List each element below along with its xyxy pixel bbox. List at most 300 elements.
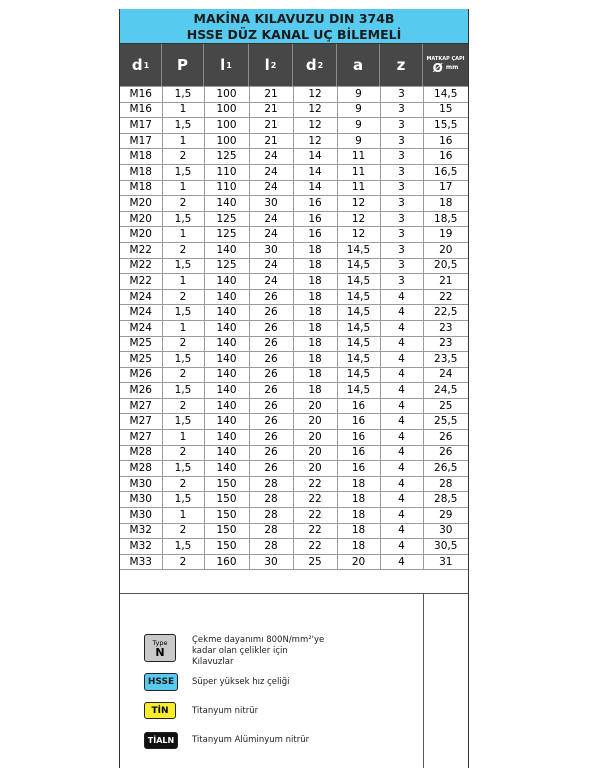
cell-z: 3 [380, 227, 423, 243]
cell-l1: 140 [204, 320, 249, 336]
title-line-1: MAKİNA KILAVUZU DIN 374B [193, 11, 395, 26]
table-row [120, 430, 468, 446]
cell-l2: 28 [249, 508, 293, 524]
cell-drill-diameter: 23,5 [423, 352, 468, 368]
cell-l1: 100 [204, 133, 249, 149]
cell-p: 1,5 [162, 211, 204, 227]
cell-drill-diameter: 26 [423, 445, 468, 461]
cell-drill-diameter: 18,5 [423, 211, 468, 227]
cell-d1: M26 [120, 367, 162, 383]
cell-z: 4 [380, 398, 423, 414]
cell-d2: 25 [293, 554, 337, 570]
cell-z: 3 [380, 87, 423, 103]
cell-d1: M17 [120, 118, 162, 134]
cell-drill-diameter: 28 [423, 476, 468, 492]
cell-a: 14,5 [337, 336, 380, 352]
cell-a: 18 [337, 523, 380, 539]
cell-d2: 18 [293, 258, 337, 274]
cell-z: 3 [380, 164, 423, 180]
cell-drill-diameter: 20,5 [423, 258, 468, 274]
cell-a: 9 [337, 87, 380, 103]
cell-a: 16 [337, 461, 380, 477]
cell-a: 12 [337, 227, 380, 243]
cell-p: 2 [162, 336, 204, 352]
table-row [120, 414, 468, 430]
cell-l1: 110 [204, 180, 249, 196]
cell-z: 4 [380, 492, 423, 508]
header-p: P [162, 44, 204, 86]
table-row [120, 320, 468, 336]
cell-z: 3 [380, 118, 423, 134]
cell-p: 1 [162, 430, 204, 446]
cell-z: 4 [380, 430, 423, 446]
cell-l1: 125 [204, 258, 249, 274]
title-line-2: HSSE DÜZ KANAL UÇ BİLEMELİ [186, 27, 402, 42]
header-a: a [337, 44, 380, 86]
cell-z: 3 [380, 180, 423, 196]
tin-badge: TİN [144, 702, 176, 719]
cell-l1: 150 [204, 508, 249, 524]
cell-l2: 28 [249, 492, 293, 508]
cell-z: 3 [380, 196, 423, 212]
cell-l2: 26 [249, 414, 293, 430]
cell-d2: 20 [293, 430, 337, 446]
cell-l1: 100 [204, 118, 249, 134]
cell-d2: 16 [293, 227, 337, 243]
cell-d2: 14 [293, 149, 337, 165]
cell-l2: 24 [249, 274, 293, 290]
hsse-description: Süper yüksek hız çeliği [192, 677, 290, 687]
cell-z: 4 [380, 383, 423, 399]
cell-p: 1 [162, 102, 204, 118]
cell-l2: 30 [249, 242, 293, 258]
cell-p: 2 [162, 242, 204, 258]
cell-a: 12 [337, 196, 380, 212]
cell-l2: 26 [249, 367, 293, 383]
cell-d1: M33 [120, 554, 162, 570]
cell-l2: 26 [249, 430, 293, 446]
cell-l2: 24 [249, 164, 293, 180]
cell-d1: M18 [120, 149, 162, 165]
cell-drill-diameter: 30,5 [423, 539, 468, 555]
cell-d2: 12 [293, 102, 337, 118]
table-row [120, 461, 468, 477]
cell-p: 2 [162, 367, 204, 383]
header-z: z [380, 44, 423, 86]
cell-z: 4 [380, 352, 423, 368]
table-row [120, 289, 468, 305]
cell-drill-diameter: 24,5 [423, 383, 468, 399]
cell-d2: 18 [293, 274, 337, 290]
cell-drill-diameter: 16 [423, 133, 468, 149]
cell-drill-diameter: 14,5 [423, 87, 468, 103]
cell-d1: M16 [120, 102, 162, 118]
cell-p: 1 [162, 227, 204, 243]
cell-l2: 24 [249, 227, 293, 243]
cell-d1: M28 [120, 445, 162, 461]
cell-l1: 140 [204, 289, 249, 305]
cell-l1: 125 [204, 149, 249, 165]
cell-p: 1,5 [162, 305, 204, 321]
cell-p: 1,5 [162, 118, 204, 134]
cell-l1: 100 [204, 102, 249, 118]
diameter-icon: Ø [432, 61, 443, 75]
cell-drill-diameter: 25 [423, 398, 468, 414]
table-row [120, 445, 468, 461]
cell-d1: M30 [120, 492, 162, 508]
cell-drill-diameter: 28,5 [423, 492, 468, 508]
cell-l2: 26 [249, 398, 293, 414]
table-row [120, 352, 468, 368]
cell-a: 9 [337, 133, 380, 149]
cell-p: 1,5 [162, 87, 204, 103]
cell-drill-diameter: 19 [423, 227, 468, 243]
cell-z: 3 [380, 258, 423, 274]
cell-p: 1,5 [162, 352, 204, 368]
cell-a: 14,5 [337, 367, 380, 383]
table-row [120, 242, 468, 258]
cell-d2: 18 [293, 352, 337, 368]
cell-d1: M16 [120, 87, 162, 103]
tin-description: Titanyum nitrür [192, 706, 259, 716]
cell-drill-diameter: 25,5 [423, 414, 468, 430]
cell-d1: M24 [120, 320, 162, 336]
cell-d1: M28 [120, 461, 162, 477]
cell-a: 9 [337, 118, 380, 134]
type-n-description: Çekme dayanımı 800N/mm²'ye kadar olan çelikler için Kılavuzlar [192, 635, 325, 667]
cell-drill-diameter: 20 [423, 242, 468, 258]
cell-p: 1,5 [162, 414, 204, 430]
cell-d1: M17 [120, 133, 162, 149]
cell-d2: 18 [293, 242, 337, 258]
cell-l1: 140 [204, 242, 249, 258]
cell-l2: 26 [249, 305, 293, 321]
cell-drill-diameter: 30 [423, 523, 468, 539]
cell-z: 3 [380, 211, 423, 227]
cell-z: 4 [380, 445, 423, 461]
cell-drill-diameter: 15 [423, 102, 468, 118]
cell-l2: 21 [249, 102, 293, 118]
cell-d1: M27 [120, 414, 162, 430]
table-title [120, 9, 468, 44]
cell-d2: 16 [293, 196, 337, 212]
cell-d1: M18 [120, 164, 162, 180]
cell-l2: 26 [249, 383, 293, 399]
cell-drill-diameter: 16,5 [423, 164, 468, 180]
cell-p: 2 [162, 554, 204, 570]
table-row [120, 258, 468, 274]
hsse-badge: HSSE [144, 673, 178, 691]
table-row [120, 367, 468, 383]
header-d1: d 1 [120, 44, 162, 86]
cell-d1: M24 [120, 305, 162, 321]
cell-d2: 22 [293, 492, 337, 508]
cell-l1: 140 [204, 196, 249, 212]
cell-d1: M22 [120, 242, 162, 258]
table-row [120, 227, 468, 243]
table-row [120, 196, 468, 212]
cell-a: 11 [337, 164, 380, 180]
cell-z: 4 [380, 554, 423, 570]
cell-l2: 21 [249, 87, 293, 103]
table-row [120, 305, 468, 321]
table-row [120, 102, 468, 118]
cell-d2: 18 [293, 289, 337, 305]
type-n-badge: Type N [144, 634, 176, 662]
cell-a: 14,5 [337, 289, 380, 305]
cell-d2: 22 [293, 523, 337, 539]
cell-a: 11 [337, 180, 380, 196]
cell-drill-diameter: 21 [423, 274, 468, 290]
cell-d2: 22 [293, 539, 337, 555]
cell-d1: M27 [120, 430, 162, 446]
cell-a: 14,5 [337, 320, 380, 336]
column-header-row [120, 44, 468, 86]
spec-table-body [120, 87, 468, 570]
cell-d2: 18 [293, 305, 337, 321]
cell-a: 18 [337, 539, 380, 555]
cell-a: 14,5 [337, 274, 380, 290]
cell-drill-diameter: 29 [423, 508, 468, 524]
cell-z: 3 [380, 242, 423, 258]
cell-p: 2 [162, 196, 204, 212]
cell-d2: 18 [293, 383, 337, 399]
cell-drill-diameter: 23 [423, 320, 468, 336]
cell-drill-diameter: 26 [423, 430, 468, 446]
cell-l2: 28 [249, 476, 293, 492]
cell-p: 2 [162, 289, 204, 305]
drill-diameter-label: MATKAP ÇAPI [426, 56, 465, 62]
cell-drill-diameter: 26,5 [423, 461, 468, 477]
table-row [120, 87, 468, 103]
cell-d2: 20 [293, 398, 337, 414]
cell-l1: 150 [204, 492, 249, 508]
table-row [120, 336, 468, 352]
cell-l1: 160 [204, 554, 249, 570]
cell-z: 4 [380, 508, 423, 524]
cell-p: 1,5 [162, 492, 204, 508]
cell-a: 16 [337, 414, 380, 430]
cell-z: 4 [380, 367, 423, 383]
table-row [120, 164, 468, 180]
cell-l1: 150 [204, 539, 249, 555]
table-row [120, 539, 468, 555]
cell-p: 1 [162, 180, 204, 196]
cell-p: 1,5 [162, 383, 204, 399]
cell-l1: 140 [204, 461, 249, 477]
cell-drill-diameter: 31 [423, 554, 468, 570]
cell-drill-diameter: 22,5 [423, 305, 468, 321]
header-l2: l 2 [249, 44, 293, 86]
cell-d1: M20 [120, 211, 162, 227]
table-row [120, 476, 468, 492]
cell-p: 1 [162, 508, 204, 524]
cell-p: 1 [162, 274, 204, 290]
table-row [120, 149, 468, 165]
cell-p: 1,5 [162, 461, 204, 477]
cell-l2: 24 [249, 258, 293, 274]
cell-l2: 26 [249, 289, 293, 305]
cell-d1: M30 [120, 508, 162, 524]
cell-d2: 18 [293, 320, 337, 336]
cell-drill-diameter: 23 [423, 336, 468, 352]
cell-l1: 140 [204, 445, 249, 461]
cell-d2: 20 [293, 414, 337, 430]
cell-p: 1,5 [162, 258, 204, 274]
cell-drill-diameter: 17 [423, 180, 468, 196]
table-row [120, 398, 468, 414]
cell-a: 18 [337, 476, 380, 492]
cell-d2: 12 [293, 87, 337, 103]
cell-l2: 26 [249, 461, 293, 477]
cell-d1: M25 [120, 352, 162, 368]
cell-z: 4 [380, 289, 423, 305]
cell-z: 4 [380, 539, 423, 555]
cell-l1: 140 [204, 430, 249, 446]
header-l1: l 1 [204, 44, 249, 86]
cell-d1: M20 [120, 227, 162, 243]
cell-z: 3 [380, 102, 423, 118]
cell-drill-diameter: 24 [423, 367, 468, 383]
legend [120, 593, 423, 768]
cell-p: 2 [162, 398, 204, 414]
cell-d1: M20 [120, 196, 162, 212]
cell-z: 3 [380, 133, 423, 149]
cell-d1: M26 [120, 383, 162, 399]
cell-d1: M32 [120, 539, 162, 555]
cell-d2: 18 [293, 336, 337, 352]
cell-z: 4 [380, 414, 423, 430]
tialn-badge: TİALN [144, 732, 178, 749]
table-row [120, 554, 468, 570]
cell-a: 20 [337, 554, 380, 570]
table-row [120, 133, 468, 149]
cell-z: 4 [380, 523, 423, 539]
table-row [120, 492, 468, 508]
cell-l1: 140 [204, 336, 249, 352]
cell-d1: M25 [120, 336, 162, 352]
cell-l1: 150 [204, 523, 249, 539]
cell-l2: 24 [249, 211, 293, 227]
cell-l2: 24 [249, 180, 293, 196]
cell-l2: 21 [249, 118, 293, 134]
cell-d2: 18 [293, 367, 337, 383]
cell-d2: 22 [293, 508, 337, 524]
cell-d1: M30 [120, 476, 162, 492]
cell-z: 3 [380, 274, 423, 290]
cell-a: 14,5 [337, 383, 380, 399]
table-row [120, 180, 468, 196]
cell-d2: 16 [293, 211, 337, 227]
table-row [120, 508, 468, 524]
cell-p: 2 [162, 476, 204, 492]
cell-p: 1,5 [162, 164, 204, 180]
tap-spec-sheet [119, 9, 469, 768]
cell-l1: 150 [204, 476, 249, 492]
table-row [120, 523, 468, 539]
cell-l2: 30 [249, 196, 293, 212]
cell-a: 16 [337, 445, 380, 461]
table-row [120, 118, 468, 134]
cell-p: 2 [162, 523, 204, 539]
cell-l2: 24 [249, 149, 293, 165]
cell-d2: 20 [293, 445, 337, 461]
cell-z: 4 [380, 336, 423, 352]
spec-table [120, 86, 468, 570]
cell-d2: 14 [293, 164, 337, 180]
cell-l2: 26 [249, 320, 293, 336]
cell-l1: 140 [204, 274, 249, 290]
cell-z: 4 [380, 320, 423, 336]
cell-d1: M24 [120, 289, 162, 305]
cell-d2: 12 [293, 133, 337, 149]
cell-l1: 140 [204, 367, 249, 383]
cell-z: 4 [380, 305, 423, 321]
cell-a: 16 [337, 430, 380, 446]
cell-d2: 12 [293, 118, 337, 134]
cell-p: 2 [162, 445, 204, 461]
cell-drill-diameter: 18 [423, 196, 468, 212]
cell-l2: 26 [249, 352, 293, 368]
cell-l1: 140 [204, 414, 249, 430]
cell-l2: 28 [249, 539, 293, 555]
cell-z: 4 [380, 461, 423, 477]
cell-l1: 140 [204, 352, 249, 368]
drill-diameter-unit: mm [445, 64, 459, 71]
cell-l1: 125 [204, 211, 249, 227]
cell-l2: 21 [249, 133, 293, 149]
cell-drill-diameter: 22 [423, 289, 468, 305]
cell-a: 14,5 [337, 258, 380, 274]
cell-l1: 140 [204, 398, 249, 414]
cell-d2: 14 [293, 180, 337, 196]
cell-d1: M27 [120, 398, 162, 414]
cell-p: 1 [162, 320, 204, 336]
cell-l1: 100 [204, 87, 249, 103]
cell-d1: M22 [120, 258, 162, 274]
cell-l2: 26 [249, 336, 293, 352]
cell-drill-diameter: 16 [423, 149, 468, 165]
cell-l2: 28 [249, 523, 293, 539]
table-row [120, 211, 468, 227]
cell-l1: 125 [204, 227, 249, 243]
cell-a: 14,5 [337, 242, 380, 258]
cell-a: 11 [337, 149, 380, 165]
cell-drill-diameter: 15,5 [423, 118, 468, 134]
table-row [120, 274, 468, 290]
header-drill-diameter [423, 44, 468, 86]
cell-d1: M22 [120, 274, 162, 290]
cell-l1: 140 [204, 383, 249, 399]
cell-d1: M18 [120, 180, 162, 196]
cell-d1: M32 [120, 523, 162, 539]
cell-l2: 30 [249, 554, 293, 570]
cell-p: 1,5 [162, 539, 204, 555]
cell-d2: 22 [293, 476, 337, 492]
legend-area [120, 593, 468, 768]
cell-p: 2 [162, 149, 204, 165]
cell-a: 14,5 [337, 305, 380, 321]
header-d2: d 2 [293, 44, 337, 86]
cell-l1: 140 [204, 305, 249, 321]
cell-a: 14,5 [337, 352, 380, 368]
cell-d2: 20 [293, 461, 337, 477]
cell-a: 12 [337, 211, 380, 227]
cell-a: 16 [337, 398, 380, 414]
cell-a: 9 [337, 102, 380, 118]
cell-a: 18 [337, 508, 380, 524]
table-row [120, 383, 468, 399]
